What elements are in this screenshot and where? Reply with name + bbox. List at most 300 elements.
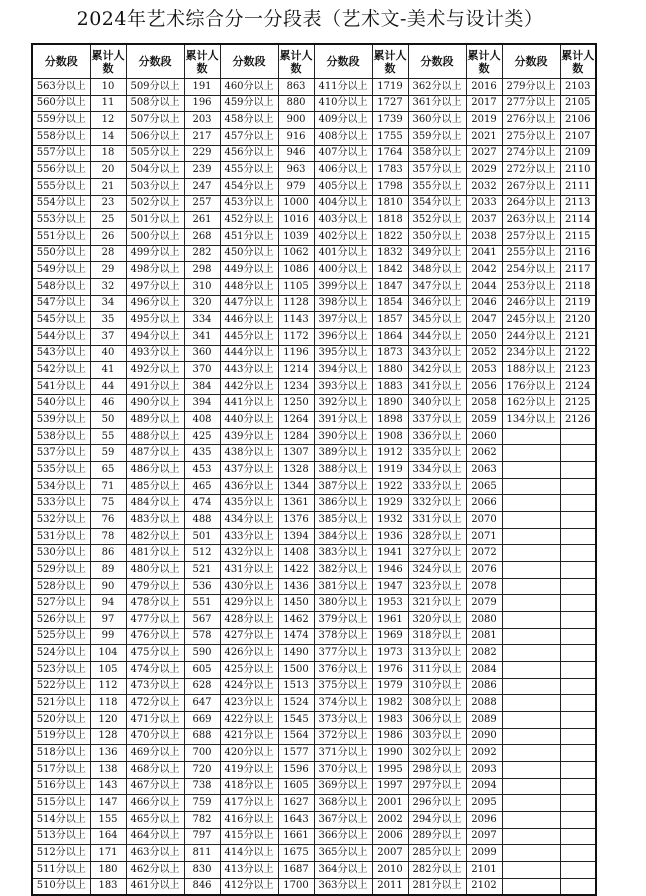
cumulative-count-cell: 1700 (278, 878, 314, 895)
score-segment-cell: 257分以上 (502, 228, 560, 245)
score-segment-cell: 489分以上 (126, 412, 184, 429)
cumulative-count-cell (560, 828, 596, 845)
cumulative-count-cell: 465 (184, 478, 220, 495)
cumulative-count-cell: 551 (184, 595, 220, 612)
table-row (32, 845, 596, 862)
score-segment-cell: 543分以上 (32, 345, 90, 362)
cumulative-count-cell: 425 (184, 428, 220, 445)
score-segment-cell: 244分以上 (502, 328, 560, 345)
score-segment-cell: 433分以上 (220, 528, 278, 545)
score-segment-cell: 516分以上 (32, 778, 90, 795)
cumulative-count-cell (560, 795, 596, 812)
cumulative-count-cell: 1982 (372, 695, 408, 712)
score-segment-cell: 477分以上 (126, 612, 184, 629)
score-segment-cell: 436分以上 (220, 478, 278, 495)
cumulative-count-cell: 89 (90, 562, 126, 579)
score-segment-cell: 176分以上 (502, 378, 560, 395)
cumulative-count-cell: 46 (90, 395, 126, 412)
score-segment-cell (502, 595, 560, 612)
cumulative-count-cell: 268 (184, 228, 220, 245)
cumulative-count-cell: 688 (184, 728, 220, 745)
cumulative-count-cell: 916 (278, 128, 314, 145)
score-segment-cell: 455分以上 (220, 162, 278, 179)
score-segment-cell: 464分以上 (126, 828, 184, 845)
cumulative-count-cell (560, 645, 596, 662)
cumulative-count-cell: 1961 (372, 612, 408, 629)
cumulative-count-cell: 830 (184, 861, 220, 878)
cumulative-count-cell: 1932 (372, 512, 408, 529)
table-row (32, 828, 596, 845)
cumulative-count-cell: 1857 (372, 312, 408, 329)
cumulative-count-cell: 59 (90, 445, 126, 462)
column-header: 累计人数 (372, 44, 408, 79)
score-segment-cell: 409分以上 (314, 112, 372, 129)
score-segment-cell: 443分以上 (220, 362, 278, 379)
cumulative-count-cell: 512 (184, 545, 220, 562)
cumulative-count-cell: 97 (90, 612, 126, 629)
column-header: 分数段 (502, 44, 560, 79)
column-header: 累计人数 (466, 44, 502, 79)
table-row (32, 595, 596, 612)
score-segment-cell: 547分以上 (32, 295, 90, 312)
score-segment-cell: 297分以上 (408, 778, 466, 795)
score-segment-cell: 263分以上 (502, 212, 560, 229)
cumulative-count-cell: 10 (90, 79, 126, 96)
score-segment-cell: 386分以上 (314, 495, 372, 512)
cumulative-count-cell: 2017 (466, 95, 502, 112)
score-segment-cell: 379分以上 (314, 612, 372, 629)
cumulative-count-cell: 647 (184, 695, 220, 712)
score-segment-cell: 435分以上 (220, 495, 278, 512)
cumulative-count-cell: 946 (278, 145, 314, 162)
cumulative-count-cell: 1898 (372, 412, 408, 429)
column-header: 分数段 (126, 44, 184, 79)
cumulative-count-cell: 128 (90, 728, 126, 745)
table-row (32, 495, 596, 512)
score-segment-cell: 344分以上 (408, 328, 466, 345)
score-segment-cell: 492分以上 (126, 362, 184, 379)
score-segment-cell: 549分以上 (32, 262, 90, 279)
cumulative-count-cell: 1577 (278, 745, 314, 762)
score-segment-cell: 415分以上 (220, 828, 278, 845)
cumulative-count-cell: 76 (90, 512, 126, 529)
score-segment-cell: 490分以上 (126, 395, 184, 412)
score-segment-cell: 340分以上 (408, 395, 466, 412)
column-header: 分数段 (32, 44, 90, 79)
score-segment-cell: 473分以上 (126, 678, 184, 695)
score-segment-cell: 438分以上 (220, 445, 278, 462)
cumulative-count-cell: 2088 (466, 695, 502, 712)
cumulative-count-cell: 2063 (466, 462, 502, 479)
cumulative-count-cell: 2118 (560, 278, 596, 295)
cumulative-count-cell: 18 (90, 145, 126, 162)
cumulative-count-cell: 310 (184, 278, 220, 295)
score-segment-cell: 493分以上 (126, 345, 184, 362)
score-segment-cell: 494分以上 (126, 328, 184, 345)
cumulative-count-cell: 1908 (372, 428, 408, 445)
cumulative-count-cell: 143 (90, 778, 126, 795)
cumulative-count-cell: 2107 (560, 128, 596, 145)
table-row (32, 195, 596, 212)
score-segment-cell: 544分以上 (32, 328, 90, 345)
score-segment-cell: 515分以上 (32, 795, 90, 812)
score-segment-cell (502, 761, 560, 778)
score-segment-cell: 478分以上 (126, 595, 184, 612)
score-segment-cell: 522分以上 (32, 678, 90, 695)
score-segment-cell (502, 478, 560, 495)
score-segment-cell: 520分以上 (32, 711, 90, 728)
score-segment-cell: 388分以上 (314, 462, 372, 479)
cumulative-count-cell: 536 (184, 578, 220, 595)
score-segment-cell: 375分以上 (314, 678, 372, 695)
cumulative-count-cell: 2106 (560, 112, 596, 129)
score-segment-cell: 390分以上 (314, 428, 372, 445)
cumulative-count-cell: 1995 (372, 761, 408, 778)
cumulative-count-cell: 738 (184, 778, 220, 795)
score-segment-cell: 519分以上 (32, 728, 90, 745)
cumulative-count-cell: 2038 (466, 228, 502, 245)
score-segment-cell: 398分以上 (314, 295, 372, 312)
cumulative-count-cell: 1890 (372, 395, 408, 412)
cumulative-count-cell: 2099 (466, 845, 502, 862)
score-segment-cell: 335分以上 (408, 445, 466, 462)
table-row (32, 95, 596, 112)
score-segment-cell: 517分以上 (32, 761, 90, 778)
score-segment-cell: 402分以上 (314, 228, 372, 245)
cumulative-count-cell: 1596 (278, 761, 314, 778)
cumulative-count-cell: 183 (90, 878, 126, 895)
cumulative-count-cell: 41 (90, 362, 126, 379)
score-segment-cell: 545分以上 (32, 312, 90, 329)
cumulative-count-cell: 2084 (466, 661, 502, 678)
score-segment-cell: 479分以上 (126, 578, 184, 595)
cumulative-count-cell: 26 (90, 228, 126, 245)
cumulative-count-cell: 1847 (372, 278, 408, 295)
score-segment-cell: 540分以上 (32, 395, 90, 412)
score-segment-cell: 523分以上 (32, 661, 90, 678)
cumulative-count-cell: 2111 (560, 178, 596, 195)
cumulative-count-cell: 341 (184, 328, 220, 345)
score-segment-cell: 397分以上 (314, 312, 372, 329)
score-segment-cell: 456分以上 (220, 145, 278, 162)
cumulative-count-cell: 196 (184, 95, 220, 112)
score-segment-cell: 368分以上 (314, 795, 372, 812)
score-segment-cell: 342分以上 (408, 362, 466, 379)
score-segment-cell: 364分以上 (314, 861, 372, 878)
score-segment-cell: 482分以上 (126, 528, 184, 545)
cumulative-count-cell: 2065 (466, 478, 502, 495)
score-segment-cell: 306分以上 (408, 711, 466, 728)
cumulative-count-cell: 1976 (372, 661, 408, 678)
cumulative-count-cell: 811 (184, 845, 220, 862)
table-row (32, 79, 596, 96)
score-segment-cell: 422分以上 (220, 711, 278, 728)
cumulative-count-cell: 112 (90, 678, 126, 695)
cumulative-count-cell: 2120 (560, 312, 596, 329)
cumulative-count-cell: 191 (184, 79, 220, 96)
cumulative-count-cell: 2050 (466, 328, 502, 345)
cumulative-count-cell: 669 (184, 711, 220, 728)
score-segment-cell: 308分以上 (408, 695, 466, 712)
score-segment-cell: 483分以上 (126, 512, 184, 529)
score-segment-cell: 384分以上 (314, 528, 372, 545)
score-segment-cell: 467分以上 (126, 778, 184, 795)
cumulative-count-cell: 2092 (466, 745, 502, 762)
cumulative-count-cell: 1864 (372, 328, 408, 345)
score-segment-cell: 352分以上 (408, 212, 466, 229)
cumulative-count-cell: 2117 (560, 262, 596, 279)
cumulative-count-cell: 14 (90, 128, 126, 145)
score-segment-cell: 274分以上 (502, 145, 560, 162)
score-segment-cell: 318分以上 (408, 628, 466, 645)
cumulative-count-cell: 384 (184, 378, 220, 395)
table-row (32, 678, 596, 695)
score-segment-cell: 474分以上 (126, 661, 184, 678)
score-segment-cell: 431分以上 (220, 562, 278, 579)
table-row (32, 661, 596, 678)
cumulative-count-cell: 2089 (466, 711, 502, 728)
score-segment-cell: 430分以上 (220, 578, 278, 595)
score-segment-cell: 488分以上 (126, 428, 184, 445)
score-segment-cell: 324分以上 (408, 562, 466, 579)
cumulative-count-cell: 71 (90, 478, 126, 495)
score-segment-cell: 418分以上 (220, 778, 278, 795)
cumulative-count-cell: 863 (278, 79, 314, 96)
score-segment-cell: 333分以上 (408, 478, 466, 495)
cumulative-count-cell: 1143 (278, 312, 314, 329)
score-segment-cell: 550分以上 (32, 245, 90, 262)
table-row (32, 745, 596, 762)
cumulative-count-cell: 1755 (372, 128, 408, 145)
score-segment-cell: 366分以上 (314, 828, 372, 845)
cumulative-count-cell (560, 495, 596, 512)
cumulative-count-cell: 1500 (278, 661, 314, 678)
cumulative-count-cell: 40 (90, 345, 126, 362)
cumulative-count-cell: 1545 (278, 711, 314, 728)
score-segment-cell: 445分以上 (220, 328, 278, 345)
score-segment-cell: 416分以上 (220, 811, 278, 828)
cumulative-count-cell: 963 (278, 162, 314, 179)
score-segment-cell: 357分以上 (408, 162, 466, 179)
cumulative-count-cell: 2101 (466, 861, 502, 878)
score-segment-cell: 506分以上 (126, 128, 184, 145)
cumulative-count-cell: 880 (278, 95, 314, 112)
score-segment-cell: 537分以上 (32, 445, 90, 462)
score-segment-cell: 541分以上 (32, 378, 90, 395)
cumulative-count-cell (560, 445, 596, 462)
score-segment-cell: 538分以上 (32, 428, 90, 445)
cumulative-count-cell: 2124 (560, 378, 596, 395)
score-segment-cell: 441分以上 (220, 395, 278, 412)
cumulative-count-cell: 1422 (278, 562, 314, 579)
score-segment-cell: 495分以上 (126, 312, 184, 329)
cumulative-count-cell: 2078 (466, 578, 502, 595)
score-segment-cell: 466分以上 (126, 795, 184, 812)
table-row (32, 362, 596, 379)
cumulative-count-cell: 2081 (466, 628, 502, 645)
score-segment-cell: 400分以上 (314, 262, 372, 279)
cumulative-count-cell: 2032 (466, 178, 502, 195)
cumulative-count-cell (560, 845, 596, 862)
cumulative-count-cell: 2116 (560, 245, 596, 262)
score-segment-cell: 414分以上 (220, 845, 278, 862)
cumulative-count-cell: 2033 (466, 195, 502, 212)
cumulative-count-cell: 2019 (466, 112, 502, 129)
table-row (32, 212, 596, 229)
cumulative-count-cell: 2109 (560, 145, 596, 162)
cumulative-count-cell (560, 478, 596, 495)
score-segment-cell: 510分以上 (32, 878, 90, 895)
table-row (32, 295, 596, 312)
cumulative-count-cell: 1687 (278, 861, 314, 878)
cumulative-count-cell (560, 695, 596, 712)
cumulative-count-cell: 2011 (372, 878, 408, 895)
cumulative-count-cell: 1250 (278, 395, 314, 412)
cumulative-count-cell: 1936 (372, 528, 408, 545)
score-segment-cell: 484分以上 (126, 495, 184, 512)
cumulative-count-cell: 1490 (278, 645, 314, 662)
cumulative-count-cell: 20 (90, 162, 126, 179)
cumulative-count-cell: 1214 (278, 362, 314, 379)
score-segment-cell: 279分以上 (502, 79, 560, 96)
cumulative-count-cell: 2110 (560, 162, 596, 179)
cumulative-count-cell: 136 (90, 745, 126, 762)
score-segment-cell: 503分以上 (126, 178, 184, 195)
score-segment-cell: 470分以上 (126, 728, 184, 745)
cumulative-count-cell: 474 (184, 495, 220, 512)
score-segment-cell: 558分以上 (32, 128, 90, 145)
score-segment-cell: 281分以上 (408, 878, 466, 895)
cumulative-count-cell: 700 (184, 745, 220, 762)
table-row (32, 162, 596, 179)
cumulative-count-cell (560, 761, 596, 778)
cumulative-count-cell: 1832 (372, 245, 408, 262)
score-segment-cell: 420分以上 (220, 745, 278, 762)
cumulative-count-cell: 453 (184, 462, 220, 479)
score-segment-cell: 253分以上 (502, 278, 560, 295)
cumulative-count-cell: 2086 (466, 678, 502, 695)
cumulative-count-cell: 11 (90, 95, 126, 112)
cumulative-count-cell: 29 (90, 262, 126, 279)
table-body (32, 79, 596, 896)
score-segment-cell: 434分以上 (220, 512, 278, 529)
cumulative-count-cell: 2002 (372, 811, 408, 828)
score-segment-cell: 496分以上 (126, 295, 184, 312)
score-segment-cell (502, 628, 560, 645)
cumulative-count-cell: 1361 (278, 495, 314, 512)
cumulative-count-cell: 86 (90, 545, 126, 562)
score-segment-cell: 476分以上 (126, 628, 184, 645)
cumulative-count-cell: 334 (184, 312, 220, 329)
cumulative-count-cell: 1997 (372, 778, 408, 795)
cumulative-count-cell: 180 (90, 861, 126, 878)
table-row (32, 112, 596, 129)
cumulative-count-cell: 370 (184, 362, 220, 379)
cumulative-count-cell: 1450 (278, 595, 314, 612)
cumulative-count-cell: 104 (90, 645, 126, 662)
score-segment-cell: 234分以上 (502, 345, 560, 362)
cumulative-count-cell: 521 (184, 562, 220, 579)
cumulative-count-cell: 1979 (372, 678, 408, 695)
score-segment-cell (502, 861, 560, 878)
cumulative-count-cell: 2053 (466, 362, 502, 379)
score-segment-cell: 423分以上 (220, 695, 278, 712)
score-segment-cell: 285分以上 (408, 845, 466, 862)
cumulative-count-cell: 1376 (278, 512, 314, 529)
score-segment-cell: 328分以上 (408, 528, 466, 545)
score-segment-cell: 527分以上 (32, 595, 90, 612)
score-segment-cell: 289分以上 (408, 828, 466, 845)
cumulative-count-cell: 1822 (372, 228, 408, 245)
cumulative-count-cell: 147 (90, 795, 126, 812)
score-segment-cell: 450分以上 (220, 245, 278, 262)
score-segment-cell: 276分以上 (502, 112, 560, 129)
score-segment-cell: 425分以上 (220, 661, 278, 678)
cumulative-count-cell: 2062 (466, 445, 502, 462)
score-segment-cell: 255分以上 (502, 245, 560, 262)
cumulative-count-cell: 2102 (466, 878, 502, 895)
cumulative-count-cell: 2076 (466, 562, 502, 579)
score-segment-cell: 528分以上 (32, 578, 90, 595)
cumulative-count-cell (560, 545, 596, 562)
score-segment-cell: 331分以上 (408, 512, 466, 529)
score-segment-cell: 373分以上 (314, 711, 372, 728)
score-segment-cell (502, 495, 560, 512)
score-segment-cell (502, 878, 560, 895)
score-segment-cell: 411分以上 (314, 79, 372, 96)
cumulative-count-cell: 257 (184, 195, 220, 212)
score-segment-cell: 383分以上 (314, 545, 372, 562)
score-segment-cell: 363分以上 (314, 878, 372, 895)
score-segment-cell: 410分以上 (314, 95, 372, 112)
cumulative-count-cell: 1883 (372, 378, 408, 395)
score-segment-cell: 282分以上 (408, 861, 466, 878)
score-segment-cell: 419分以上 (220, 761, 278, 778)
score-segment-cell: 188分以上 (502, 362, 560, 379)
cumulative-count-cell: 435 (184, 445, 220, 462)
score-segment-cell: 440分以上 (220, 412, 278, 429)
cumulative-count-cell (560, 861, 596, 878)
cumulative-count-cell: 2126 (560, 412, 596, 429)
score-segment-cell (502, 728, 560, 745)
score-segment-cell (502, 512, 560, 529)
score-segment-cell: 462分以上 (126, 861, 184, 878)
cumulative-count-cell: 408 (184, 412, 220, 429)
score-segment-cell: 303分以上 (408, 728, 466, 745)
score-segment-cell: 444分以上 (220, 345, 278, 362)
cumulative-count-cell: 2029 (466, 162, 502, 179)
cumulative-count-cell: 78 (90, 528, 126, 545)
cumulative-count-cell: 1739 (372, 112, 408, 129)
table-header-row (32, 44, 596, 79)
table-row (32, 345, 596, 362)
table-row (32, 795, 596, 812)
table-row (32, 695, 596, 712)
cumulative-count-cell: 28 (90, 245, 126, 262)
cumulative-count-cell: 1983 (372, 711, 408, 728)
cumulative-count-cell: 797 (184, 828, 220, 845)
score-segment-cell: 518分以上 (32, 745, 90, 762)
score-segment-cell (502, 578, 560, 595)
cumulative-count-cell: 75 (90, 495, 126, 512)
cumulative-count-cell: 2082 (466, 645, 502, 662)
table-row (32, 128, 596, 145)
score-segment-cell: 453分以上 (220, 195, 278, 212)
cumulative-count-cell: 1919 (372, 462, 408, 479)
cumulative-count-cell: 94 (90, 595, 126, 612)
cumulative-count-cell: 2041 (466, 245, 502, 262)
cumulative-count-cell: 979 (278, 178, 314, 195)
